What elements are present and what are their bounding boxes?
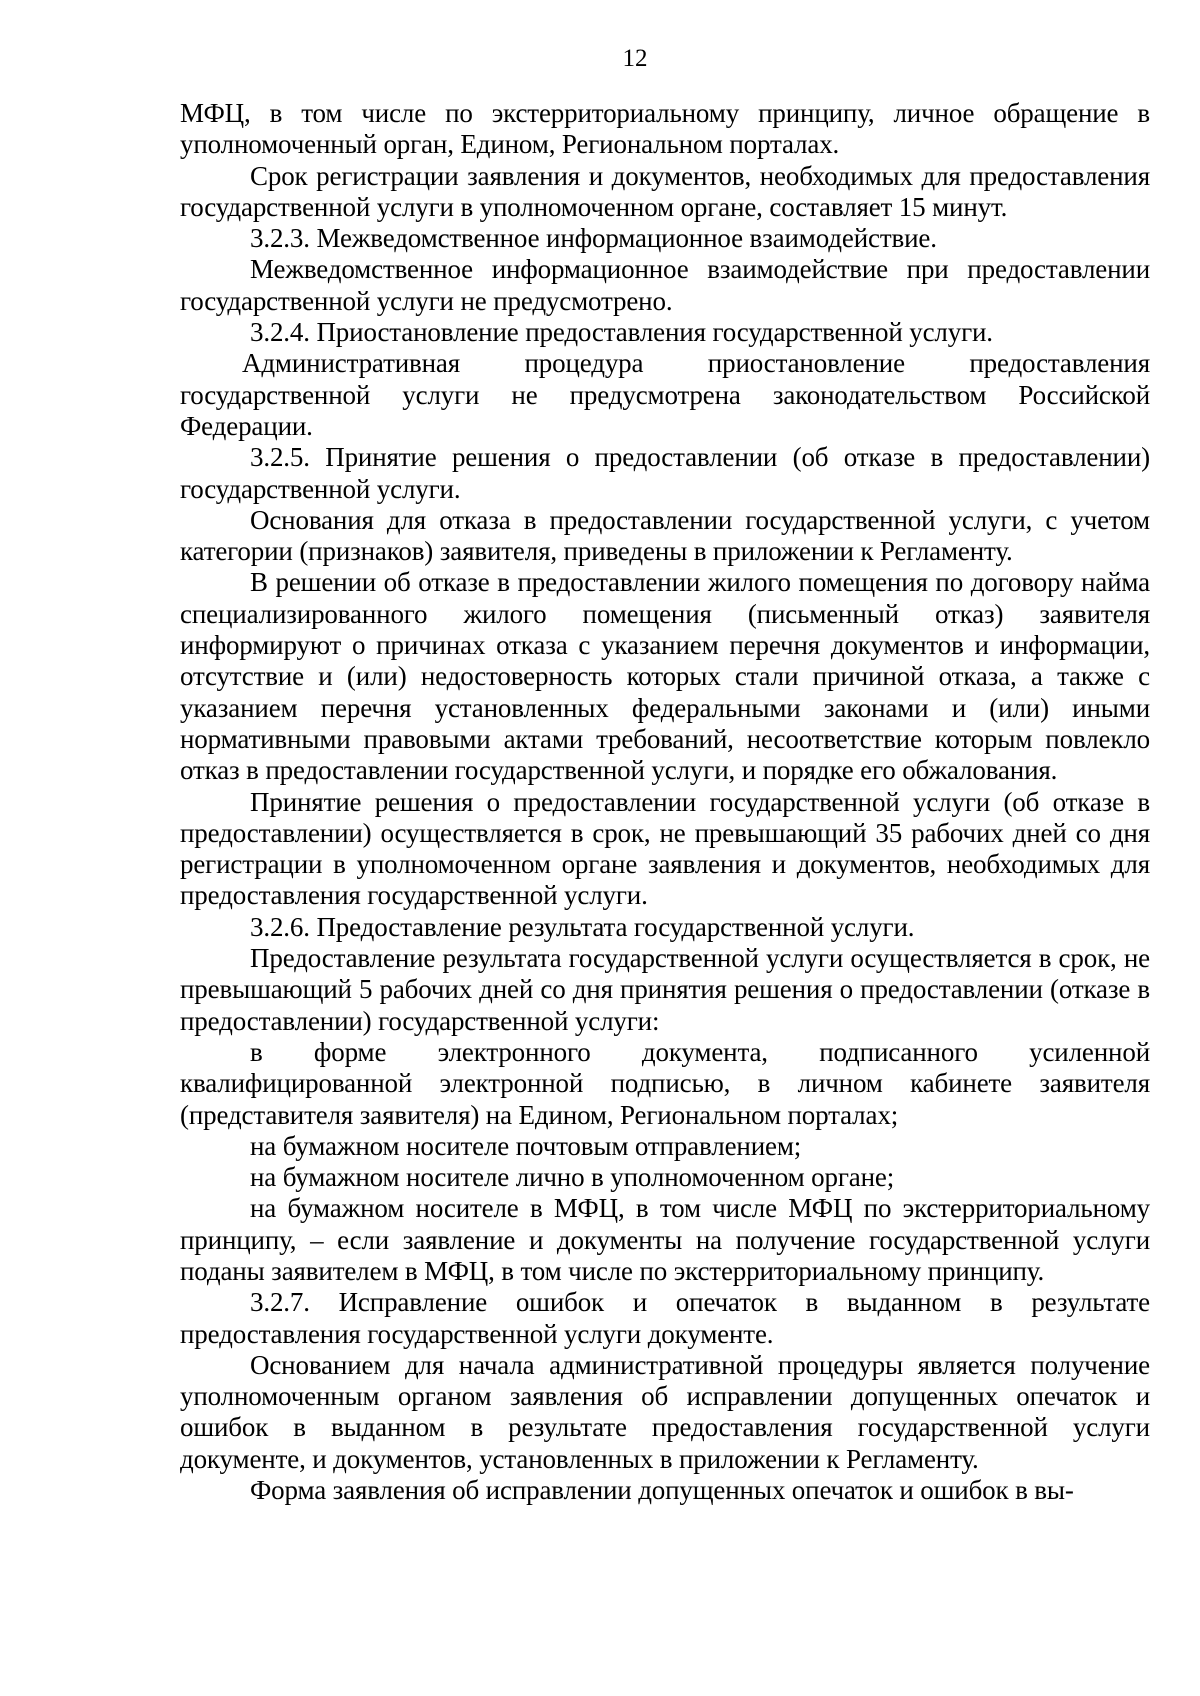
- list-item: на бумажном носителе лично в уполномоченном органе;: [250, 1162, 895, 1193]
- paragraph: Межведомственное информационное взаимодействие при предоставлении государственной услуги не предусмотрено.: [180, 254, 1150, 316]
- paragraph: Основанием для начала административной процедуры является получение уполномоченным органом заявления об исправлении допущенных опечаток и ошибок в выданном в результате предоставления государственной услуги документе, и документов, установленных в приложении к Регламенту.: [180, 1349, 1150, 1474]
- section-heading: 3.2.4. Приостановление предоставления государственной услуги.: [250, 317, 993, 348]
- paragraph: МФЦ, в том числе по экстерриториальному принципу, личное обращение в уполномоченный орган, Едином, Региональном порталах.: [180, 98, 1150, 160]
- section-heading: 3.2.5. Принятие решения о предоставлении (об отказе в предоставлении) государственной услуги.: [180, 442, 1150, 504]
- section-heading: 3.2.3. Межведомственное информационное взаимодействие.: [250, 223, 937, 254]
- list-item: в форме электронного документа, подписанного усиленной квалифицированной электронной подписью, в личном кабинете заявителя (представителя заявителя) на Едином, Региональном порталах;: [180, 1036, 1150, 1130]
- page-number: 12: [622, 45, 648, 72]
- paragraph: Основания для отказа в предоставлении государственной услуги, с учетом категории (признаков) заявителя, приведены в приложении к Регламенту.: [180, 504, 1150, 567]
- paragraph: В решении об отказе в предоставлении жилого помещения по договору найма специализированного жилого помещения (письменный отказ) заявителя информируют о причинах отказа с указанием перечня документов и информации, отсутствие и (или) недостоверность которых стали причиной отказа, а также с указанием перечня установленных федеральными законами и (или) иными нормативными правовыми актами требований, несоответствие которым повлекло отказ в предоставлении государственной услуги, и порядке его обжалования.: [180, 567, 1150, 786]
- paragraph: Административная процедура приостановление предоставления государственной услуги не предусмотрена законодательством Российской Федерации.: [180, 348, 1150, 441]
- list-item: на бумажном носителе в МФЦ, в том числе МФЦ по экстерриториальному принципу, – если заявление и документы на получение государственной услуги поданы заявителем в МФЦ, в том числе по экстерриториальному принципу.: [180, 1193, 1150, 1286]
- paragraph: Срок регистрации заявления и документов, необходимых для предоставления государственной услуги в уполномоченном органе, составляет 15 минут.: [180, 160, 1150, 222]
- section-heading: 3.2.6. Предоставление результата государственной услуги.: [250, 911, 915, 942]
- section-heading: 3.2.7. Исправление ошибок и опечаток в выданном в результате предоставления государственной услуги документе.: [180, 1287, 1150, 1349]
- paragraph: Форма заявления об исправлении допущенных опечаток и ошибок в вы-: [250, 1475, 1074, 1506]
- list-item: на бумажном носителе почтовым отправлением;: [250, 1130, 802, 1161]
- document-body: [180, 98, 1150, 1506]
- paragraph: Предоставление результата государственной услуги осуществляется в срок, не превышающий 5 рабочих дней со дня принятия решения о предоставлении (отказе в предоставлении) государственной услуги:: [180, 943, 1150, 1036]
- paragraph: Принятие решения о предоставлении государственной услуги (об отказе в предоставлении) осуществляется в срок, не превышающий 35 рабочих дней со дня регистрации в уполномоченном органе заявления и документов, необходимых для предоставления государственной услуги.: [180, 786, 1150, 911]
